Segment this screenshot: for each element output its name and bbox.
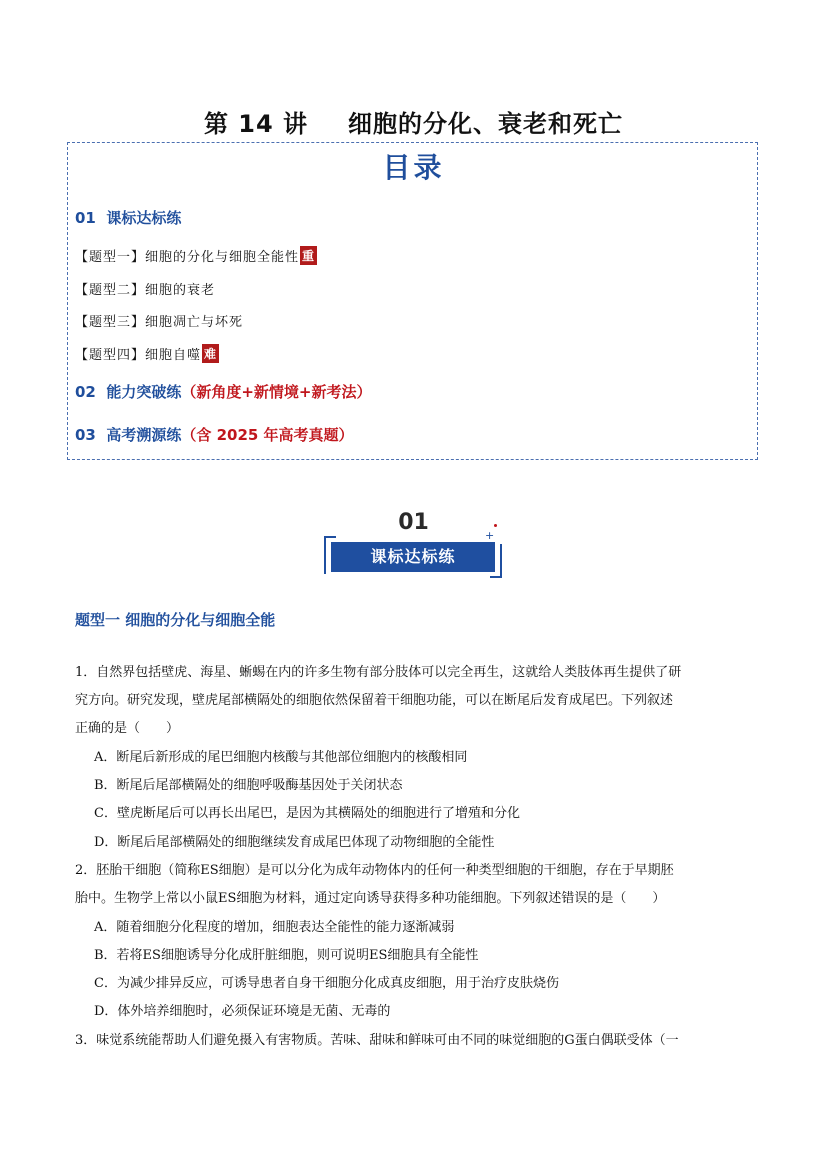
section-badge-number: 01 <box>398 510 429 535</box>
toc-box <box>67 142 758 460</box>
lecture-topic: 细胞的分化、衰老和死亡 <box>348 110 624 138</box>
toc-section-label: 高考溯源练 <box>106 426 182 444</box>
question-1-option-a[interactable]: A．断尾后新形成的尾巴细胞内核酸与其他部位细胞内的核酸相同 <box>94 750 468 765</box>
sparkle-icon: + <box>485 529 495 542</box>
question-2-line-1: 2．胚胎干细胞（简称ES细胞）是可以分化为成年动物体内的任何一种类型细胞的干细胞，存在于早期胚 <box>75 863 674 878</box>
question-1-line-1: 1．自然界包括壁虎、海星、蜥蜴在内的许多生物有部分肢体可以完全再生，这就给人类肢体再生提供了研 <box>75 665 682 680</box>
toc-section-number: 02 <box>75 383 96 401</box>
toc-section-01[interactable] <box>75 207 181 228</box>
dot-icon <box>494 524 497 527</box>
toc-section-number: 03 <box>75 426 96 444</box>
toc-item-3[interactable] <box>75 311 243 330</box>
question-2-option-b[interactable]: B．若将ES细胞诱导分化成肝脏细胞，则可说明ES细胞具有全能性 <box>94 948 479 963</box>
toc-item-label: 【题型三】细胞凋亡与坏死 <box>75 315 244 330</box>
toc-section-extra: （新角度+新情境+新考法） <box>181 383 372 401</box>
difficult-tag: 难 <box>202 344 219 363</box>
toc-section-03[interactable] <box>75 424 354 445</box>
question-2-option-c[interactable]: C．为减少排异反应，可诱导患者自身干细胞分化成真皮细胞，用于治疗皮肤烧伤 <box>94 976 559 991</box>
toc-item-label: 【题型二】细胞的衰老 <box>75 283 216 298</box>
section-badge-label: 课标达标练 <box>331 542 495 572</box>
toc-section-02[interactable] <box>75 381 371 402</box>
question-1-line-2: 究方向。研究发现，壁虎尾部横隔处的细胞依然保留着干细胞功能，可以在断尾后发育成尾巴。下列叙述 <box>75 693 674 708</box>
page-title <box>0 104 827 139</box>
toc-section-label: 课标达标练 <box>106 209 182 227</box>
important-tag: 重 <box>300 246 317 265</box>
question-1-option-c[interactable]: C．壁虎断尾后可以再长出尾巴，是因为其横隔处的细胞进行了增殖和分化 <box>94 806 520 821</box>
toc-section-label: 能力突破练 <box>106 383 182 401</box>
question-2-line-2: 胎中。生物学上常以小鼠ES细胞为材料，通过定向诱导获得多种功能细胞。下列叙述错误的是（ ） <box>75 891 666 906</box>
question-2-option-d[interactable]: D．体外培养细胞时，必须保证环境是无菌、无毒的 <box>94 1004 391 1019</box>
toc-section-extra: （含 2025 年高考真题） <box>181 426 354 444</box>
toc-item-label: 【题型一】细胞的分化与细胞全能性 <box>75 250 300 265</box>
question-1-option-b[interactable]: B．断尾后尾部横隔处的细胞呼吸酶基因处于关闭状态 <box>94 778 403 793</box>
toc-item-1[interactable] <box>75 246 317 265</box>
question-2-option-a[interactable]: A．随着细胞分化程度的增加，细胞表达全能性的能力逐渐减弱 <box>94 920 455 935</box>
question-type-heading: 题型一 细胞的分化与细胞全能 <box>75 611 276 629</box>
toc-section-number: 01 <box>75 209 96 227</box>
lecture-number: 第 14 讲 <box>203 110 309 138</box>
toc-item-4[interactable] <box>75 344 219 363</box>
question-1-line-3: 正确的是（ ） <box>75 721 180 736</box>
toc-item-2[interactable] <box>75 279 215 298</box>
question-1-option-d[interactable]: D．断尾后尾部横隔处的细胞继续发育成尾巴体现了动物细胞的全能性 <box>94 835 495 850</box>
question-3-line-1: 3．味觉系统能帮助人们避免摄入有害物质。苦味、甜味和鲜味可由不同的味觉细胞的G蛋白偶联受体（一 <box>75 1033 679 1048</box>
toc-item-label: 【题型四】细胞自噬 <box>75 348 202 363</box>
toc-heading: 目录 <box>382 151 445 184</box>
